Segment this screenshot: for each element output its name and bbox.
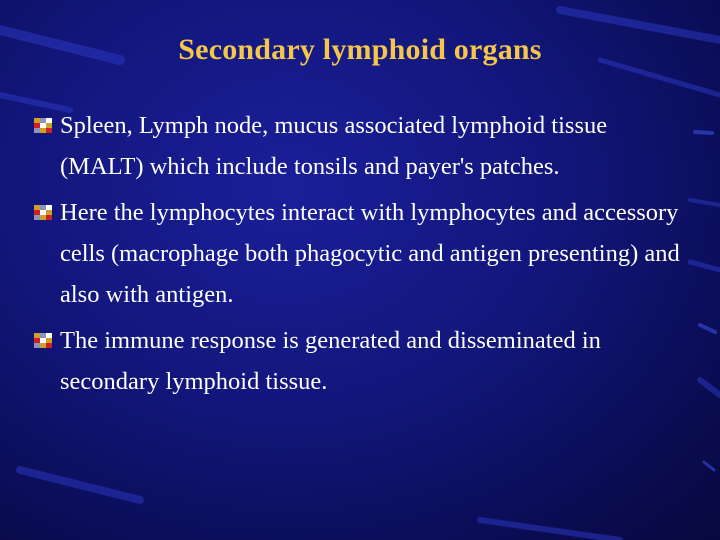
bullet-item — [34, 320, 694, 402]
checkered-square-bullet-icon — [34, 118, 52, 133]
bullet-item — [34, 105, 694, 187]
bullet-list — [34, 105, 694, 407]
bullet-text: Spleen, Lymph node, mucus associated lymphoid tissue (MALT) which include tonsils and payer's patches. — [60, 112, 608, 180]
bullet-text: Here the lymphocytes interact with lymphocytes and accessory cells (macrophage both phagocytic and antigen presenting) and also with antigen. — [60, 199, 680, 308]
checkered-square-bullet-icon — [34, 333, 52, 348]
checkered-square-bullet-icon — [34, 205, 52, 220]
slide-title: Secondary lymphoid organs — [178, 33, 542, 66]
bullet-item — [34, 192, 694, 315]
bullet-text: The immune response is generated and disseminated in secondary lymphoid tissue. — [60, 327, 601, 395]
